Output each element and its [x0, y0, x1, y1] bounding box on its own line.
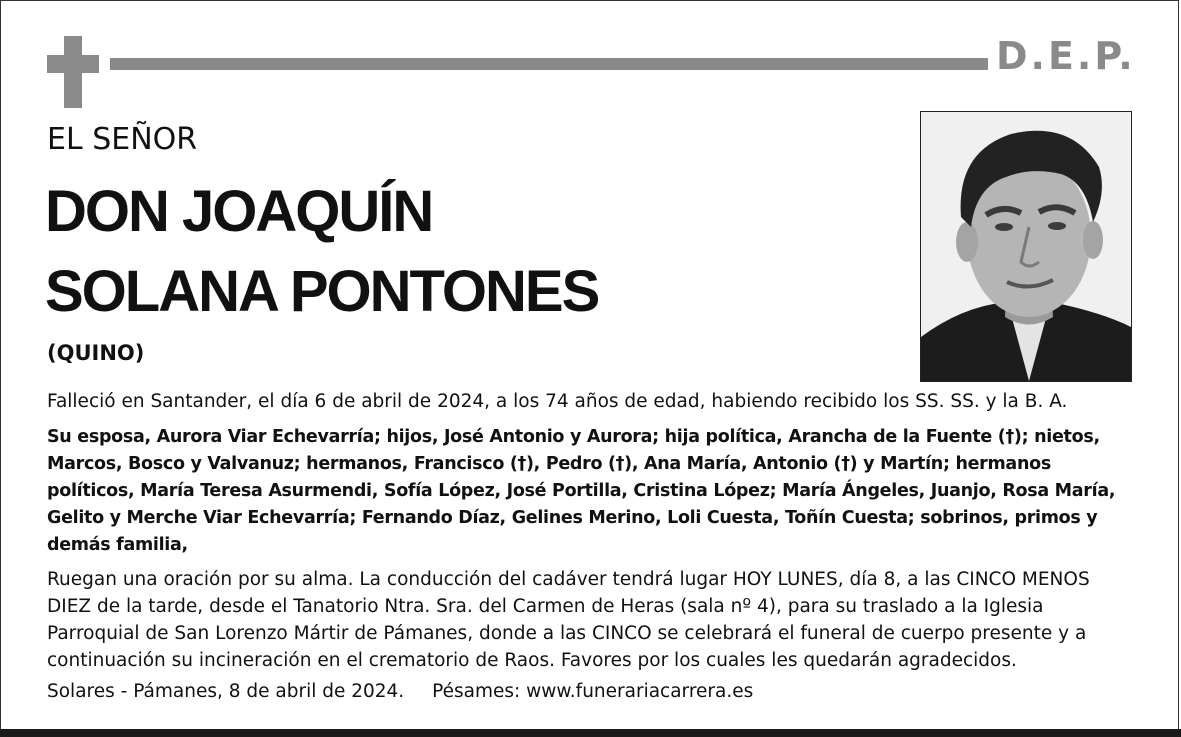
name-line-1: DON JOAQUÍN	[45, 179, 433, 244]
condolences-link[interactable]: Pésames: www.funerariacarrera.es	[432, 681, 754, 702]
family-list-text: Su esposa, Aurora Viar Echevarría; hijos, José Antonio y Aurora; hija política, Arancha de la Fuente (†); nietos, Marcos, Bosco y Valvanuz; hermanos, Francisco (†), Pedro (†), Ana María, Antonio (†) y Martín; hermanos políticos, María Teresa Asurmendi, Sofía López, José Portilla, Cristina López; María Ángeles, Juanjo, Rosa María, Gelito y Merche Viar Echevarría; Fernando Díaz, Gelines Merino, Loli Cuesta, Toñín Cuesta; sobrinos, primos y demás familia,	[47, 427, 1116, 555]
name-line-2: SOLANA PONTONES	[45, 259, 599, 324]
cross-icon-horizontal	[47, 55, 99, 73]
deceased-portrait-photo	[920, 111, 1132, 382]
bottom-rule	[0, 729, 1181, 737]
honorific: EL SEÑOR	[47, 122, 198, 157]
death-notice-text: Falleció en Santander, el día 6 de abril de 2024, a los 74 años de edad, habiendo recibido los SS. SS. y la B. A.	[47, 391, 1068, 412]
nickname: (QUINO)	[47, 341, 145, 365]
place-date: Solares - Pámanes, 8 de abril de 2024.	[47, 681, 405, 702]
deceased-name	[45, 172, 598, 332]
dep-label: D.E.P.	[996, 34, 1136, 78]
footer-line	[47, 681, 775, 702]
service-details-text: Ruegan una oración por su alma. La conducción del cadáver tendrá lugar HOY LUNES, día 8, a las CINCO MENOS DIEZ de la tarde, desde el Tanatorio Ntra. Sra. del Carmen de Heras (sala nº 4), para su traslado a la Iglesia Parroquial de San Lorenzo Mártir de Pámanes, donde a las CINCO se celebrará el funeral de cuerpo presente y a continuación su incineración en el crematorio de Raos. Favores por los cuales les quedarán agradecidos.	[47, 569, 1090, 671]
header-rule	[110, 58, 988, 70]
